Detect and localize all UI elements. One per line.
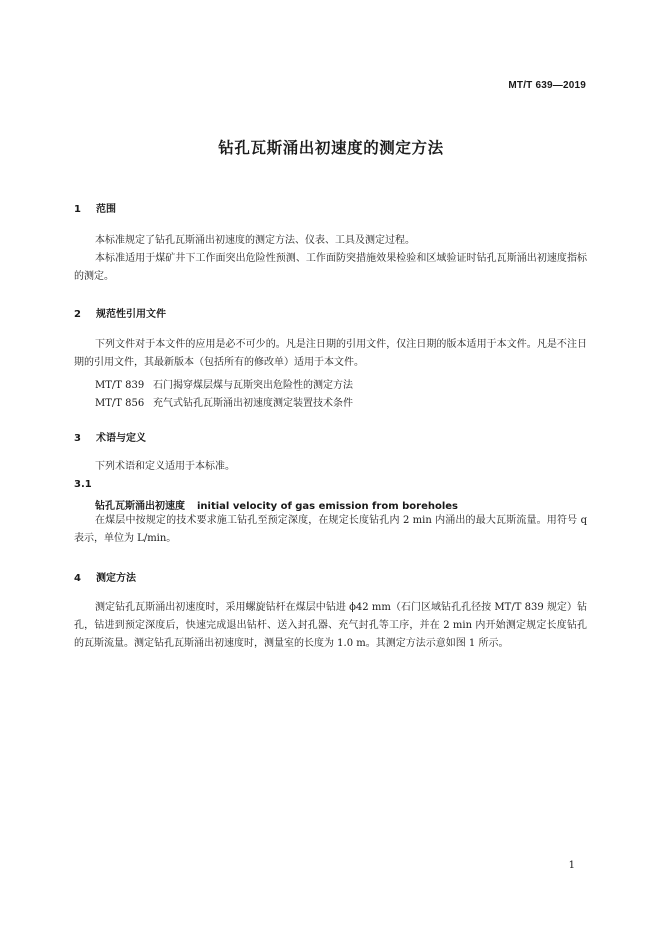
term-definition: 在煤层中按规定的技术要求施工钻孔至预定深度，在规定长度钻孔内 2 min 内涌出的最大瓦斯流量。用符号 q 表示，单位为 L/min。: [74, 515, 587, 544]
reference-item: [95, 376, 353, 391]
section-3-paragraph-1: 下列术语和定义适用于本标准。: [95, 461, 235, 472]
section-1-heading: [74, 200, 116, 215]
section-1-paragraph-1: 本标准规定了钻孔瓦斯涌出初速度的测定方法、仪表、工具及测定过程。: [95, 235, 415, 246]
section-2-paragraph-1: 下列文件对于本文件的应用是必不可少的。凡是注日期的引用文件，仅注日期的版本适用于本文件。凡是不注日期的引用文件，其最新版本（包括所有的修改单）适用于本文件。: [74, 339, 587, 368]
section-title: 术语与定义: [96, 433, 146, 444]
term-english: initial velocity of gas emission from boreholes: [197, 501, 458, 512]
section-3-heading: [74, 429, 146, 444]
term-chinese: 钻孔瓦斯涌出初速度: [95, 501, 185, 512]
section-title: 测定方法: [96, 573, 136, 584]
term-entry: [95, 497, 458, 512]
standard-code: MT/T 639—2019: [508, 80, 586, 91]
section-number: 1: [74, 204, 81, 215]
section-1-paragraph-2: 本标准适用于煤矿井下工作面突出危险性预测、工作面防突措施效果检验和区域验证时钻孔瓦斯涌出初速度指标的测定。: [74, 253, 587, 282]
reference-item: [95, 394, 353, 409]
page-number: 1: [568, 860, 575, 871]
reference-code: MT/T 856: [95, 398, 145, 409]
document-title: 钻孔瓦斯涌出初速度的测定方法: [218, 139, 444, 157]
reference-title: 充气式钻孔瓦斯涌出初速度测定装置技术条件: [153, 398, 353, 409]
section-title: 规范性引用文件: [96, 309, 166, 320]
reference-title: 石门揭穿煤层煤与瓦斯突出危险性的测定方法: [153, 380, 353, 391]
section-number: 2: [74, 309, 81, 320]
term-number: 3.1: [74, 479, 92, 490]
reference-code: MT/T 839: [95, 380, 145, 391]
section-4-paragraph-1: 测定钻孔瓦斯涌出初速度时，采用螺旋钻杆在煤层中钻进 ϕ42 mm（石门区域钻孔孔径按 MT/T 839 规定）钻孔，钻进到预定深度后，快速完成退出钻杆、送入封孔器、充气封孔等工序，并在 2 min 内开始测定规定长度钻孔的瓦斯流量。测定钻孔瓦斯涌出初速度时，测量室的长度为 1.0 m。其测定方法示意如图 1 所示。: [74, 602, 587, 649]
section-number: 3: [74, 433, 81, 444]
section-title: 范围: [96, 204, 116, 215]
section-number: 4: [74, 573, 81, 584]
section-4-heading: [74, 569, 136, 584]
section-2-heading: [74, 305, 166, 320]
